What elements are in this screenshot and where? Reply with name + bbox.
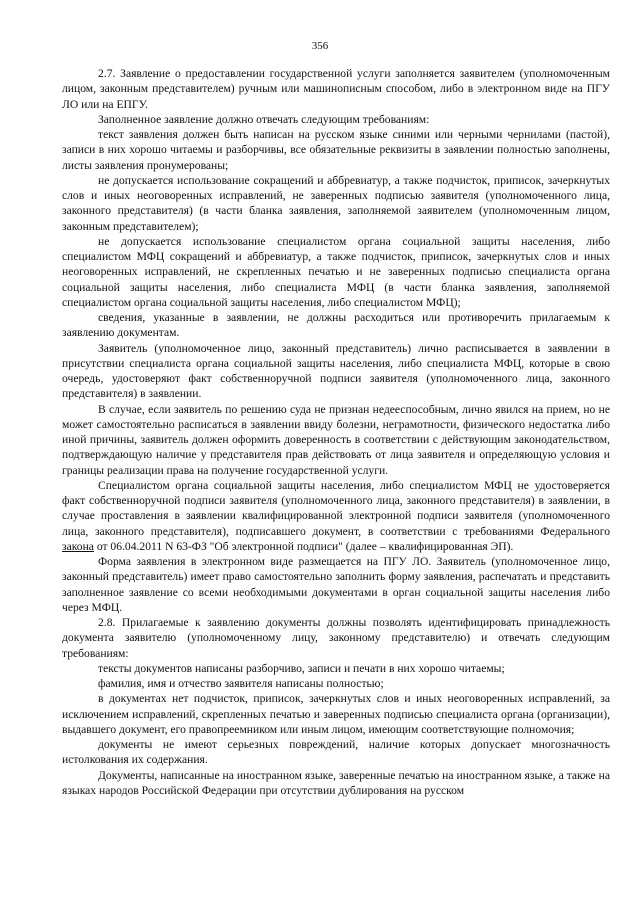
paragraph: текст заявления должен быть написан на русском языке синими или черными чернилами (пастой), записи в них хорошо читаемы и разборчивы, все обязательные реквизиты в заявлении полностью заполнены, листы заявления пронумерованы; — [62, 128, 610, 172]
paragraph: Форма заявления в электронном виде размещается на ПГУ ЛО. Заявитель (уполномоченное лицо, законный представитель) имеет право самостоятельно заполнить форму заявления, распечатать и представить заполненное заявление со всеми необходимыми документами в орган социальной защиты населения либо через МФЦ. — [62, 555, 610, 614]
law-link[interactable]: закона — [62, 539, 94, 553]
paragraph: В случае, если заявитель по решению суда не признан недееспособным, лично явился на прием, но не может самостоятельно расписаться в заявлении ввиду болезни, неграмотности, физического недостатка либо иной причины, заявитель должен оформить доверенность в соответствии с действующим законодательством, подтверждающую наличие у представителя прав действовать от лица заявителя и определяющую условия и границы реализации права на получение государственной услуги. — [62, 402, 610, 477]
paragraph-text-tail: от 06.04.2011 N 63-ФЗ "Об электронной подписи" (далее – квалифицированная ЭП). — [93, 539, 514, 553]
page-number: 356 — [311, 40, 329, 52]
paragraph: фамилия, имя и отчество заявителя написаны полностью; — [98, 677, 384, 690]
paragraph: Заявитель (уполномоченное лицо, законный представитель) лично расписывается в заявлении в присутствии специалиста органа социальной защиты населения, либо специалиста МФЦ, которые в свою очередь, удостоверяют факт собственноручной подписи заявителя (уполномоченного лица, законного представителя) в заявлении. — [62, 341, 610, 401]
paragraph: Документы, написанные на иностранном языке, заверенные печатью на иностранном языке, а также на языках народов Российской Федерации при отсутствии дублирования на русском — [62, 768, 610, 797]
paragraph: сведения, указанные в заявлении, не должны расходиться или противоречить прилагаемым к заявлению документам. — [62, 311, 610, 340]
paragraph: 2.8. Прилагаемые к заявлению документы должны позволять идентифицировать принадлежность документа заявителю (уполномоченному лицу, законному представителю) и отвечать следующим требованиям: — [62, 616, 610, 660]
paragraph-with-law-link — [62, 478, 610, 554]
document-body — [62, 66, 610, 798]
paragraph: не допускается использование специалистом органа социальной защиты населения, либо специалистом МФЦ сокращений и аббревиатур, а также подчисток, приписок, зачеркнутых слов и иных неоговоренных исправлений, не скрепленных печатью и не заверенных подписью специалиста органа социальной защиты населения, либо специалиста МФЦ (в части бланка заявления, заполняемой специалистом органа социальной защиты населения, либо специалистом МФЦ); — [62, 234, 610, 309]
paragraph: 2.7. Заявление о предоставлении государственной услуги заполняется заявителем (уполномоченным лицом, законным представителем) ручным или машинописным способом, либо в электронном виде на ПГУ ЛО или на ЕПГУ. — [62, 67, 610, 111]
paragraph: Заполненное заявление должно отвечать следующим требованиям: — [98, 112, 430, 126]
paragraph: документы не имеют серьезных повреждений, наличие которых допускает многозначность истолкования их содержания. — [62, 738, 610, 767]
paragraph: не допускается использование сокращений и аббревиатур, а также подчисток, приписок, зачеркнутых слов и иных неоговоренных исправлений, не заверенных подписью заявителя (уполномоченного лица, законного представителя) (в части бланка заявления, заполняемой заявителем (уполномоченным лицом, законным представителем); — [62, 173, 610, 233]
paragraph: в документах нет подчисток, приписок, зачеркнутых слов и иных неоговоренных исправлений, за исключением исправлений, скрепленных печатью и заверенных подписью специалиста органа (организации), выдавшего документ, его правопреемником или иным лицом, имеющим соответствующие полномочия; — [62, 692, 610, 736]
paragraph-text: Специалистом органа социальной защиты населения, либо специалистом МФЦ не удостоверяется факт собственноручной подписи заявителя (уполномоченного лица, законного представителя) в заявлении, в случае проставления в заявлении квалифицированной электронной подписи заявителя (уполномоченного лица, законного представителя), подписавшего документ, в соответствии с требованиями Федерального — [62, 478, 610, 538]
paragraph: тексты документов написаны разборчиво, записи и печати в них хорошо читаемы; — [98, 661, 505, 675]
